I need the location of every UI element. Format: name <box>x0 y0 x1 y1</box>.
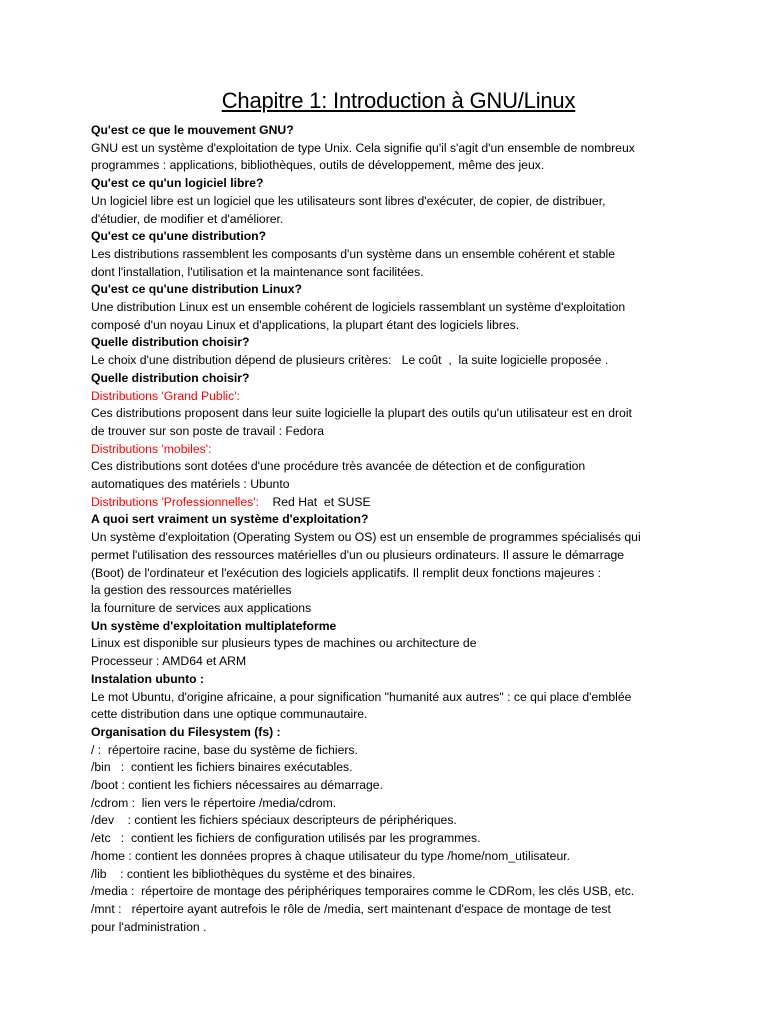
line-text: /mnt : répertoire ayant autrefois le rôle de /media, sert maintenant d'espace de montage de test <box>91 901 611 916</box>
section-heading <box>91 724 698 742</box>
subsection-line <box>91 441 698 459</box>
body-text-line <box>91 299 698 317</box>
line-text: dont l'installation, l'utilisation et la maintenance sont facilitées. <box>91 264 424 279</box>
line-text: Ces distributions sont dotées d'une procédure très avancée de détection et de configuration <box>91 459 586 474</box>
body-text-line <box>91 830 698 848</box>
line-text: Distributions 'Grand Public': <box>91 388 240 403</box>
line-text: Linux est disponible sur plusieurs types de machines ou architecture de <box>91 636 477 651</box>
body-text-line <box>91 795 698 813</box>
line-text: Instalation ubunto : <box>91 671 205 686</box>
body-text-line <box>91 883 698 901</box>
line-text: la fourniture de services aux applications <box>91 600 312 615</box>
line-text: Qu'est ce qu'une distribution? <box>91 229 267 244</box>
body-text-line <box>91 193 698 211</box>
line-text: cette distribution dans une optique communautaire. <box>91 707 368 722</box>
line-text: composé d'un noyau Linux et d'applications, la plupart étant des logiciels libres. <box>91 317 520 332</box>
section-heading <box>91 334 698 352</box>
body-text-line <box>91 777 698 795</box>
line-text: programmes : applications, bibliothèques, outils de développement, même des jeux. <box>91 158 545 173</box>
line-text: Qu'est ce que le mouvement GNU? <box>91 123 294 137</box>
body-text-line <box>91 582 698 600</box>
line-text: automatiques des matériels : Ubunto <box>91 477 290 492</box>
line-text: /boot : contient les fichiers nécessaires au démarrage. <box>91 778 383 793</box>
body-text-line <box>91 901 698 919</box>
subsection-line <box>91 388 698 406</box>
body-text-line <box>91 565 698 583</box>
body-text-line <box>91 264 698 282</box>
section-heading <box>91 370 698 388</box>
line-text: / : répertoire racine, base du système de fichiers. <box>91 742 358 757</box>
line-text: Le choix d'une distribution dépend de plusieurs critères: Le coût , la suite logicielle proposée . <box>91 353 609 368</box>
line-text: Organisation du Filesystem (fs) : <box>91 724 281 739</box>
line-text: Qu'est ce qu'un logiciel libre? <box>91 176 264 191</box>
body-text-line <box>91 742 698 760</box>
body-text-line <box>91 600 698 618</box>
body-text-line <box>91 529 698 547</box>
body-text-line <box>91 211 698 229</box>
body-text-line <box>91 848 698 866</box>
line-text: de trouver sur son poste de travail : Fedora <box>91 423 325 438</box>
body-text-line <box>91 689 698 707</box>
body-text-line <box>91 706 698 724</box>
section-heading <box>91 175 698 193</box>
body-text-line <box>91 547 698 565</box>
line-text: Les distributions rassemblent les composants d'un système dans un ensemble cohérent et stable <box>91 246 615 261</box>
section-heading <box>91 281 698 299</box>
body-text-line <box>91 759 698 777</box>
line-text: /etc : contient les fichiers de configuration utilisés par les programmes. <box>91 831 481 846</box>
line-text: /lib : contient les bibliothèques du système et des binaires. <box>91 866 416 881</box>
line-text: d'étudier, de modifier et d'améliorer. <box>91 211 284 226</box>
body-text-line <box>91 866 698 884</box>
line-text: Distributions 'mobiles': <box>91 441 212 456</box>
line-text: /media : répertoire de montage des périphériques temporaires comme le CDRom, les clés USB, etc. <box>91 884 635 899</box>
body-text-line <box>91 653 698 671</box>
line-text: permet l'utilisation des ressources matérielles d'un ou plusieurs ordinateurs. Il assure le démarrage <box>91 547 625 562</box>
section-heading <box>91 618 698 636</box>
body-text-line <box>91 476 698 494</box>
line-text: A quoi sert vraiment un système d'exploitation? <box>91 512 369 527</box>
line-text: /bin : contient les fichiers binaires exécutables. <box>91 760 353 775</box>
body-text-line <box>91 405 698 423</box>
line-text: Qu'est ce qu'une distribution Linux? <box>91 282 302 297</box>
section-heading <box>91 122 698 140</box>
line-text: Ces distributions proposent dans leur suite logicielle la plupart des outils qu'un utilisateur est en droit <box>91 406 632 421</box>
line-text: GNU est un système d'exploitation de type Unix. Cela signifie qu'il s'agit d'un ensemble de nombreux <box>91 140 635 155</box>
body-text-line <box>91 140 698 158</box>
body-text-line <box>91 317 698 335</box>
line-text: (Boot) de l'ordinateur et l'exécution des logiciels applicatifs. Il remplit deux fonctions majeures : <box>91 565 602 580</box>
body-text-line <box>91 812 698 830</box>
body-text-line <box>91 246 698 264</box>
line-text: /cdrom : lien vers le répertoire /media/cdrom. <box>91 795 337 810</box>
line-text: Distributions 'Professionnelles': <box>91 494 259 509</box>
line-text: /home : contient les données propres à chaque utilisateur du type /home/nom_utilisateur. <box>91 848 570 863</box>
line-text: la gestion des ressources matérielles <box>91 583 292 598</box>
section-heading <box>91 671 698 689</box>
document-body <box>91 122 698 936</box>
line-text: pour l'administration . <box>91 919 207 934</box>
line-text: Un système d'exploitation (Operating System ou OS) est un ensemble de programmes spécialisés qui <box>91 530 641 545</box>
body-text-line <box>91 635 698 653</box>
line-text: Processeur : AMD64 et ARM <box>91 654 247 669</box>
section-heading <box>91 511 698 529</box>
body-text-line <box>91 423 698 441</box>
subsection-line <box>91 494 698 512</box>
body-text-line <box>91 157 698 175</box>
line-text: Quelle distribution choisir? <box>91 335 250 350</box>
body-text-line <box>91 458 698 476</box>
line-suffix: Red Hat et SUSE <box>258 494 371 509</box>
line-text: /dev : contient les fichiers spéciaux descripteurs de périphériques. <box>91 813 457 828</box>
body-text-line <box>91 352 698 370</box>
body-text-line <box>91 919 698 937</box>
page-title: Chapitre 1: Introduction à GNU/Linux <box>221 88 576 113</box>
line-text: Un logiciel libre est un logiciel que les utilisateurs sont libres d'exécuter, de copier, de distribuer, <box>91 193 606 208</box>
line-text: Un système d'exploitation multiplateforme <box>91 618 337 633</box>
line-text: Le mot Ubuntu, d'origine africaine, a pour signification "humanité aux autres" : ce qui place d'emblée <box>91 689 632 704</box>
section-heading <box>91 228 698 246</box>
line-text: Une distribution Linux est un ensemble cohérent de logiciels rassemblant un système d'exploitation <box>91 300 626 315</box>
line-text: Quelle distribution choisir? <box>91 370 250 385</box>
